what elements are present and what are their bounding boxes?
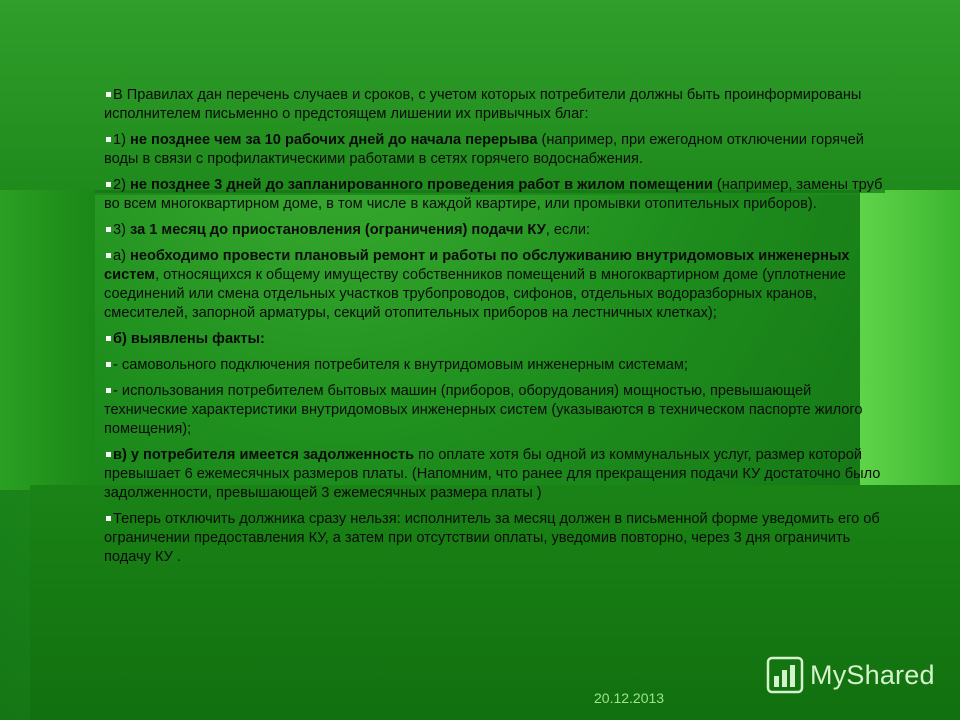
- bullet-paragraph: [104, 176, 894, 214]
- bold-text: не позднее 3 дней до запланированного проведения работ в жилом помещении: [130, 177, 713, 193]
- text-segment: 1): [113, 132, 131, 148]
- bullet-paragraph: [104, 356, 894, 375]
- watermark-logo: [766, 655, 935, 695]
- text-segment: - использования потребителем бытовых машин (приборов, оборудования) мощностью, превышающей технические характеристики внутридомовых инженерных систем (указываются в техническом паспорте жилого помещения);: [104, 383, 863, 437]
- text-segment: 3): [113, 222, 131, 238]
- bar-chart-icon: [766, 656, 804, 694]
- bullet-paragraph: [104, 86, 894, 124]
- bullet-paragraph: [104, 382, 894, 439]
- text-segment: (например, замены труб во всем многоквартирном доме, в том числе в каждой квартире, или промывки отопительных приборов).: [104, 177, 883, 212]
- logo-text: MyShared: [810, 659, 935, 690]
- text-segment: , относящихся к общему имуществу собственников помещений в многоквартирном доме (уплотнение соединений или смена отдельных участков трубопроводов, сифонов, отдельных водоразборных кранов, смесителей, запорной арматуры, секций отопительных приборов на лестничных клетках);: [104, 267, 846, 321]
- square-bullet-icon: [106, 362, 111, 367]
- bold-text: не позднее чем за 10 рабочих дней до начала перерыва: [130, 132, 538, 148]
- square-bullet-icon: [106, 227, 111, 232]
- square-bullet-icon: [106, 253, 111, 258]
- bold-text: б) выявлены факты:: [113, 331, 265, 347]
- square-bullet-icon: [106, 452, 111, 457]
- background-band-left: [0, 190, 95, 490]
- text-segment: (например, при ежегодном отключении горячей воды в связи с профилактическими работами в сетях горячего водоснабжения.: [104, 132, 864, 167]
- bold-text: в) у потребителя имеется задолженность: [113, 447, 415, 463]
- text-segment: по оплате хотя бы одной из коммунальных услуг, размер которой превышает 6 ежемесячных размеров платы. (Напомним, что ранее для прекращения подачи КУ достаточно было задолженности, превышающей 3 ежемесячных размера платы ): [104, 447, 881, 501]
- square-bullet-icon: [106, 516, 111, 521]
- square-bullet-icon: [106, 182, 111, 187]
- bullet-paragraph: [104, 131, 894, 169]
- bullet-paragraph: [104, 446, 894, 503]
- bullet-paragraph: [104, 330, 894, 349]
- text-segment: 2): [113, 177, 131, 193]
- text-segment: , если:: [545, 222, 591, 238]
- bullet-paragraph: [104, 247, 894, 323]
- text-segment: а): [113, 248, 131, 264]
- slide-body: [104, 86, 894, 574]
- square-bullet-icon: [106, 336, 111, 341]
- bold-text: за 1 месяц до приостановления (ограничения) подачи КУ: [130, 222, 546, 238]
- bold-text: необходимо провести плановый ремонт и работы по обслуживанию внутридомовых инженерных систем: [104, 248, 850, 283]
- text-segment: В Правилах дан перечень случаев и сроков, с учетом которых потребители должны быть проинформированы исполнителем письменно о предстоящем лишении их привычных благ:: [104, 87, 862, 122]
- square-bullet-icon: [106, 137, 111, 142]
- text-segment: - самовольного подключения потребителя к внутридомовым инженерным системам;: [113, 357, 688, 373]
- bullet-paragraph: [104, 221, 894, 240]
- slide-date: 20.12.2013: [594, 690, 665, 706]
- text-segment: Теперь отключить должника сразу нельзя: исполнитель за месяц должен в письменной форме уведомить его об ограничении предоставления КУ, а затем при отсутствии оплаты, уведомив повторно, через 3 дня ограничить подачу КУ .: [104, 511, 880, 565]
- square-bullet-icon: [106, 388, 111, 393]
- bullet-paragraph: [104, 510, 894, 567]
- square-bullet-icon: [106, 92, 111, 97]
